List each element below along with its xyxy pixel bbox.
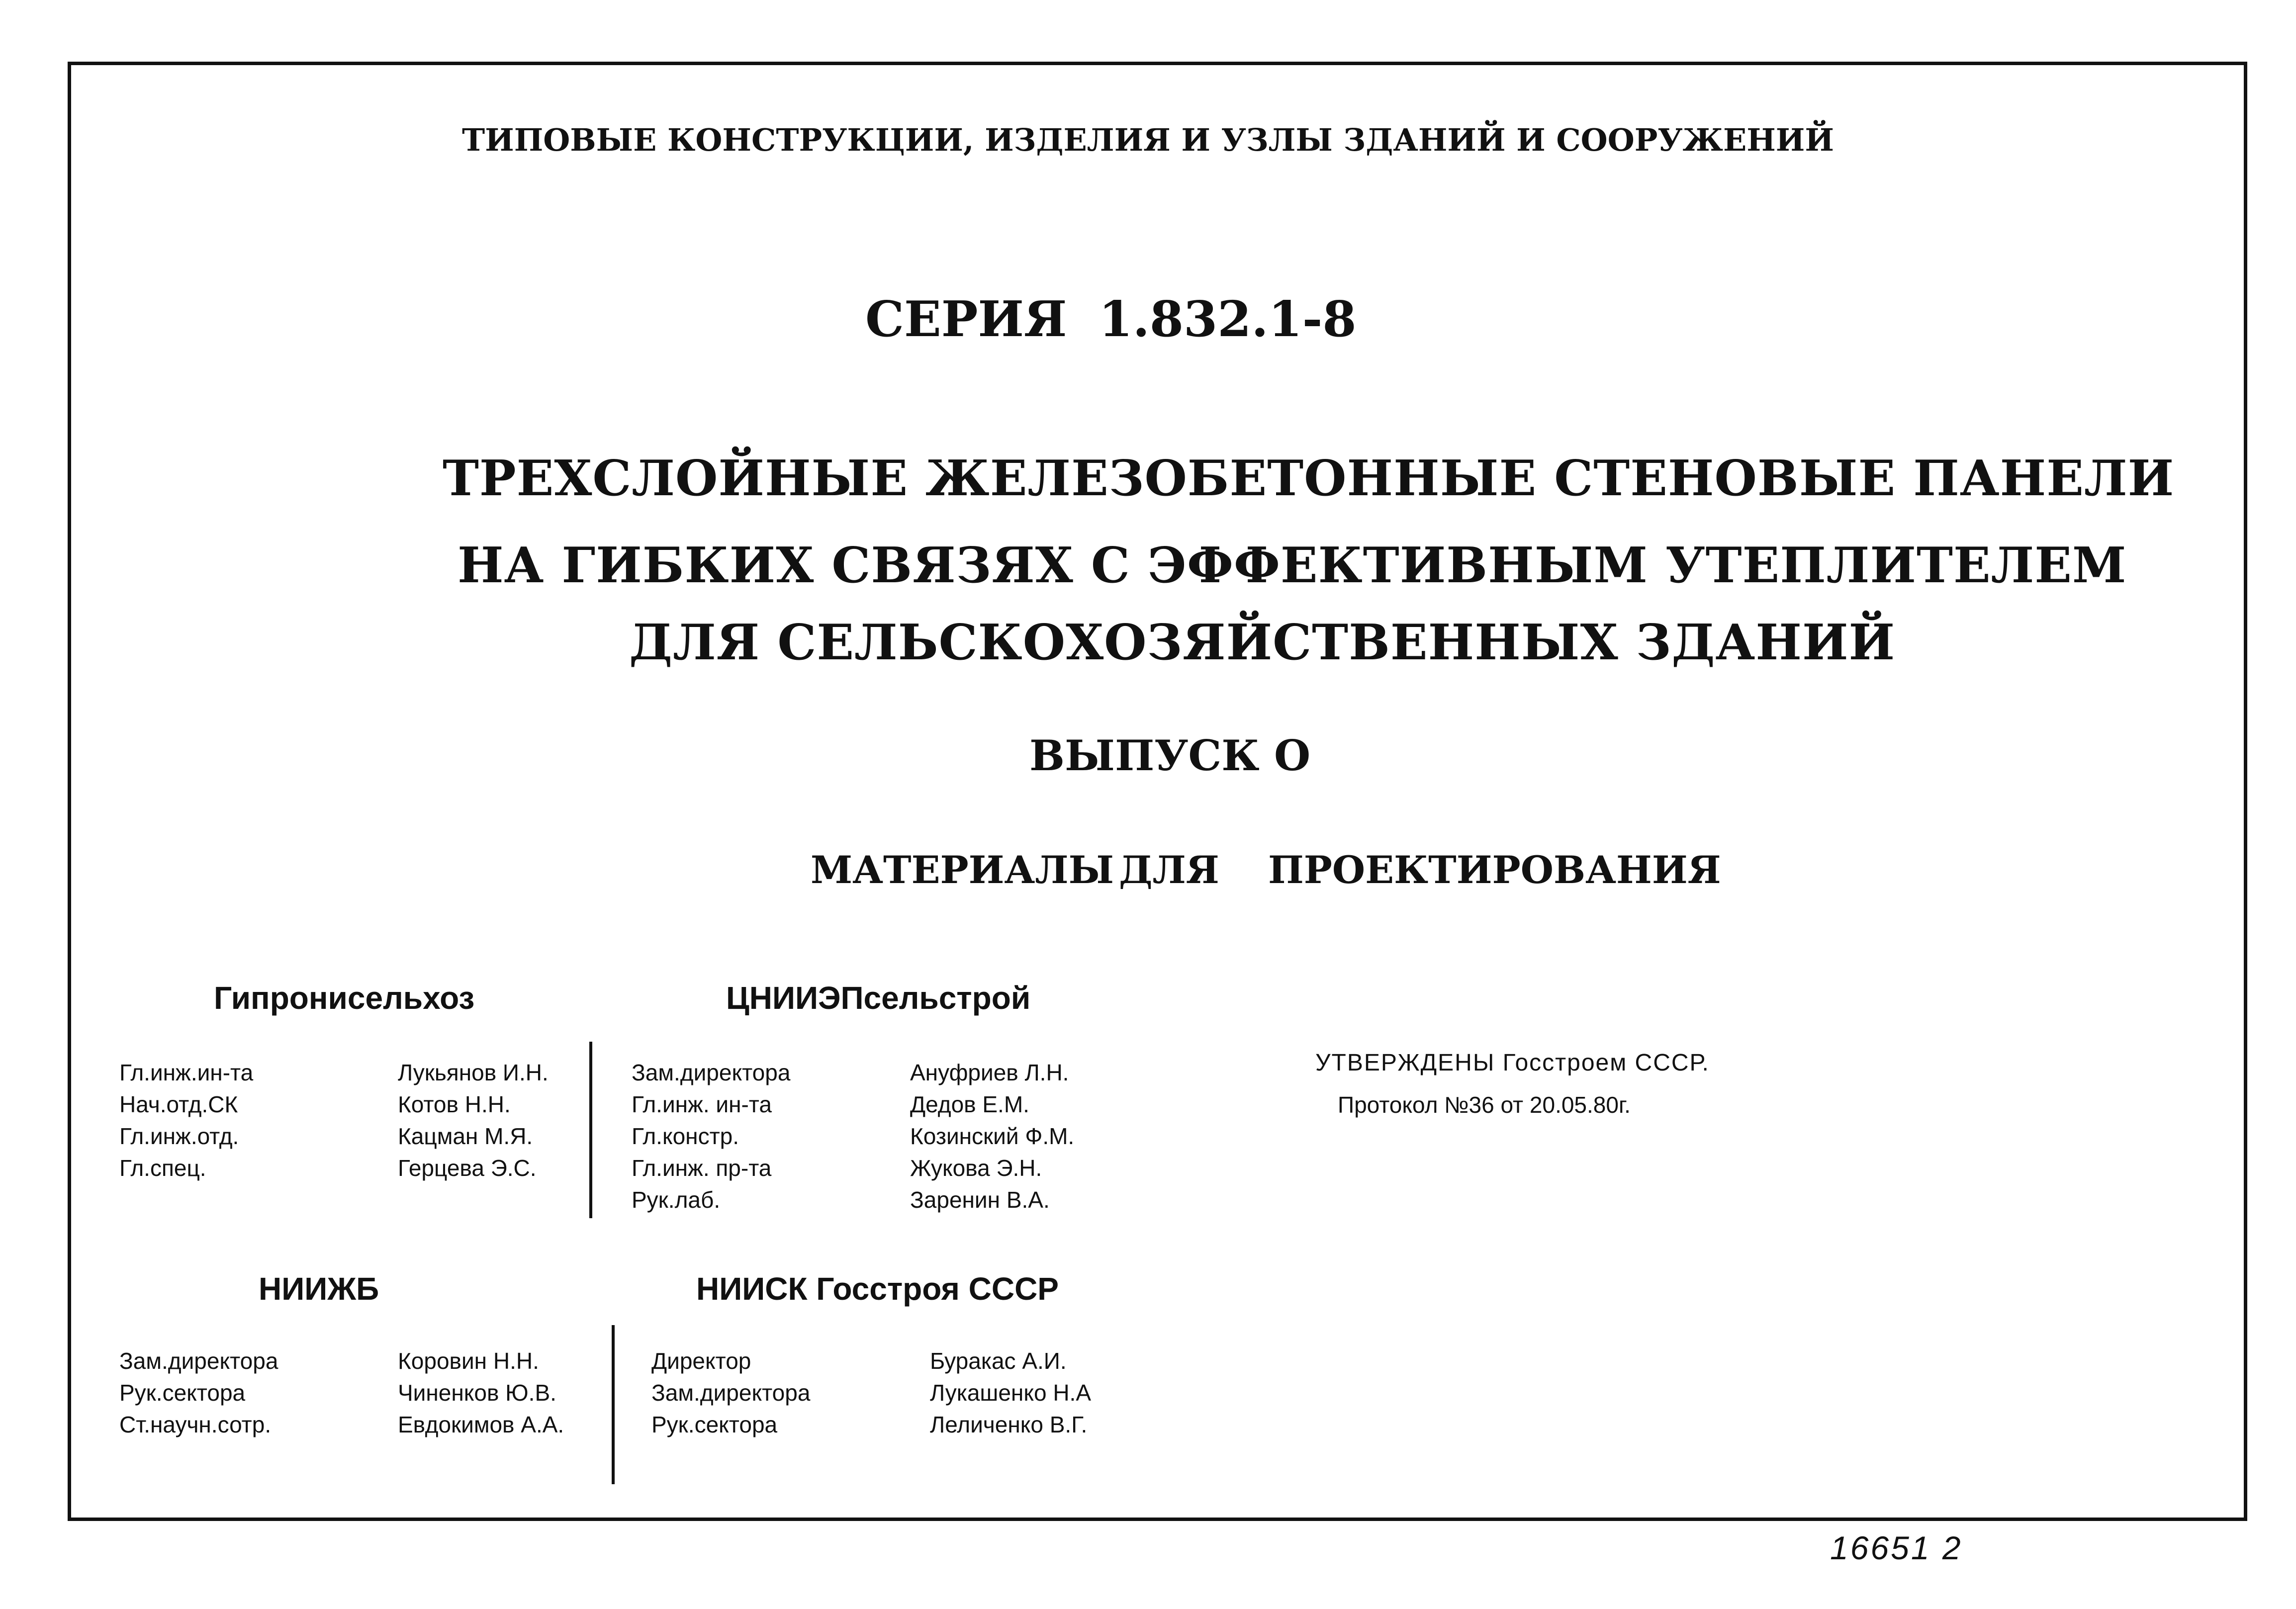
- signature-name: Герцева Э.С.: [398, 1155, 537, 1181]
- handwritten-signature: [796, 1152, 910, 1184]
- signature-role: Рук.сектора: [119, 1380, 246, 1406]
- signature-name: Козинский Ф.М.: [910, 1123, 1075, 1149]
- signature-row: [119, 1120, 549, 1152]
- signature-row: [632, 1120, 1074, 1152]
- column-divider: [612, 1325, 615, 1484]
- issue-number: ВЫПУСК О: [1029, 731, 1311, 780]
- signature-name: Лукьянов И.Н.: [398, 1060, 549, 1085]
- series-number: 1.832.1-8: [1099, 291, 1357, 348]
- series-label: СЕРИЯ: [865, 291, 1067, 348]
- subtitle-word-1: МАТЕРИАЛЫ: [811, 848, 1114, 892]
- inventory-number: 16651 2: [1830, 1529, 1963, 1566]
- signature-name: Дедов Е.М.: [910, 1091, 1029, 1117]
- signature-row: [119, 1345, 564, 1377]
- signature-name: Коровин Н.Н.: [398, 1348, 539, 1374]
- title-line-3: ДЛЯ СЕЛЬСКОХОЗЯЙСТВЕННЫХ ЗДАНИЙ: [629, 614, 1896, 671]
- signature-role: Директор: [651, 1348, 751, 1374]
- signature-row: [632, 1184, 1074, 1216]
- handwritten-signature: [283, 1057, 398, 1088]
- signature-role: Гл.инж.отд.: [119, 1123, 239, 1149]
- handwritten-signature: [283, 1152, 398, 1184]
- signature-role: Гл.инж.ин-та: [119, 1060, 254, 1085]
- series-category-header: ТИПОВЫЕ КОНСТРУКЦИИ, ИЗДЕЛИЯ И УЗЛЫ ЗДАНИЙ И СООРУЖЕНИЙ: [462, 122, 1834, 158]
- signature-role: Гл.инж. пр-та: [632, 1155, 772, 1181]
- signature-name: Жукова Э.Н.: [910, 1155, 1042, 1181]
- subtitle-word-2: ДЛЯ: [1119, 848, 1219, 892]
- handwritten-signature: [796, 1057, 910, 1088]
- signature-role: Зам.директора: [651, 1380, 811, 1406]
- org-tsniiepselstroy: ЦНИИЭПсельстрой: [726, 980, 1031, 1016]
- signatures-giproniselhoz: [119, 1057, 549, 1184]
- signature-role: Зам.директора: [119, 1348, 278, 1374]
- signature-name: Ануфриев Л.Н.: [910, 1060, 1069, 1085]
- signature-row: [632, 1057, 1074, 1088]
- signature-name: Чиненков Ю.В.: [398, 1380, 556, 1406]
- handwritten-signature: [283, 1120, 398, 1152]
- signature-name: Кацман М.Я.: [398, 1123, 533, 1149]
- signature-name: Евдокимов А.А.: [398, 1412, 564, 1437]
- org-giproniselhoz: Гипронисельхоз: [214, 980, 475, 1016]
- signature-name: Котов Н.Н.: [398, 1091, 511, 1117]
- signature-row: [651, 1345, 1091, 1377]
- signature-row: [651, 1377, 1091, 1409]
- approval-statement: УТВЕРЖДЕНЫ Госстроем СССР.: [1315, 1050, 1710, 1076]
- handwritten-signature: [816, 1409, 930, 1440]
- handwritten-signature: [283, 1088, 398, 1120]
- signature-name: Заренин В.А.: [910, 1187, 1050, 1213]
- signature-role: Рук.лаб.: [632, 1187, 721, 1213]
- signature-row: [119, 1152, 549, 1184]
- title-line-1: ТРЕХСЛОЙНЫЕ ЖЕЛЕЗОБЕТОННЫЕ СТЕНОВЫЕ ПАНЕЛИ: [443, 450, 2175, 507]
- handwritten-signature: [283, 1377, 398, 1409]
- title-line-2: НА ГИБКИХ СВЯЗЯХ С ЭФФЕКТИВНЫМ УТЕПЛИТЕЛЕМ: [458, 537, 2127, 594]
- org-niizhb: НИИЖБ: [259, 1271, 379, 1307]
- signature-role: Ст.научн.сотр.: [119, 1412, 272, 1437]
- signature-role: Гл.инж. ин-та: [632, 1091, 772, 1117]
- subtitle-word-3: ПРОЕКТИРОВАНИЯ: [1268, 848, 1721, 892]
- signature-name: Лукашенко Н.А: [930, 1380, 1091, 1406]
- signatures-niizhb: [119, 1345, 564, 1440]
- series-line: [865, 291, 1357, 348]
- signatures-tsniiepselstroy: [632, 1057, 1074, 1216]
- drawing-frame: [68, 62, 2247, 1521]
- signature-name: Леличенко В.Г.: [930, 1412, 1088, 1437]
- signatures-niisk: [651, 1345, 1091, 1440]
- handwritten-signature: [283, 1345, 398, 1377]
- signature-row: [119, 1057, 549, 1088]
- signature-role: Рук.сектора: [651, 1412, 778, 1437]
- signature-row: [651, 1409, 1091, 1440]
- signature-role: Гл.спец.: [119, 1155, 206, 1181]
- handwritten-signature: [796, 1184, 910, 1216]
- signature-name: Буракас А.И.: [930, 1348, 1067, 1374]
- signature-row: [119, 1409, 564, 1440]
- signature-row: [632, 1088, 1074, 1120]
- column-divider: [589, 1042, 592, 1218]
- signature-row: [119, 1377, 564, 1409]
- handwritten-signature: [816, 1377, 930, 1409]
- signature-role: Гл.констр.: [632, 1123, 739, 1149]
- org-niisk: НИИСК Госстроя СССР: [696, 1271, 1059, 1307]
- handwritten-signature: [796, 1088, 910, 1120]
- signature-row: [632, 1152, 1074, 1184]
- signature-role: Нач.отд.СК: [119, 1091, 238, 1117]
- signature-row: [119, 1088, 549, 1120]
- handwritten-signature: [796, 1120, 910, 1152]
- approval-protocol: Протокол №36 от 20.05.80г.: [1338, 1092, 1631, 1118]
- signature-role: Зам.директора: [632, 1060, 791, 1085]
- handwritten-signature: [283, 1409, 398, 1440]
- handwritten-signature: [816, 1345, 930, 1377]
